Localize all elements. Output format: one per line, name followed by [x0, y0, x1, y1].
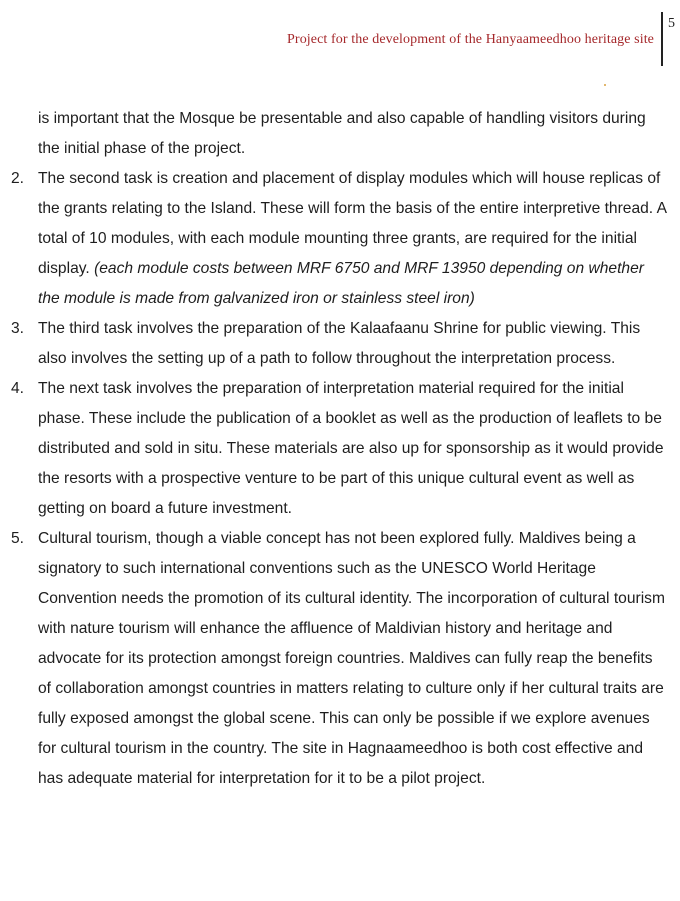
document-body [0, 104, 680, 794]
list-item [0, 164, 668, 314]
list-item-number: 5. [11, 530, 25, 547]
list-item [0, 314, 668, 374]
list-item [0, 524, 668, 794]
list-item-italic-note: (each module costs between MRF 6750 and MRF 13950 depending on whether the module is made from galvanized iron or stainless steel iron) [38, 260, 644, 307]
paragraph-continuation: is important that the Mosque be presentable and also capable of handling visitors during the initial phase of the project. [38, 110, 646, 157]
running-header-title: Project for the development of the Hanyaameedhoo heritage site [287, 32, 654, 47]
list-item-text: Cultural tourism, though a viable concept has not been explored fully. Maldives being a signatory to such international conventions such as the UNESCO World Heritage Convention needs the promotion of its cultural identity. The incorporation of cultural tourism with nature tourism will enhance the affluence of Maldivian history and heritage and advocate for its protection amongst foreign countries. Maldives can fully reap the benefits of collaboration amongst countries in matters relating to culture only if her cultural traits are fully exposed amongst the global scene. This can only be possible if we explore avenues for cultural tourism in the country. The site in Hagnaameedhoo is both cost effective and has adequate material for interpretation for it to be a pilot project. [38, 530, 665, 787]
scan-speck [604, 84, 606, 86]
list-item-number: 3. [11, 320, 25, 337]
list-item-text: The third task involves the preparation of the Kalaafaanu Shrine for public viewing. This also involves the setting up of a path to follow throughout the interpretation process. [38, 320, 641, 367]
list-item-text: The second task is creation and placement of display modules which will house replicas of the grants relating to the Island. These will form the basis of the entire interpretive thread. A total of 10 modules, with each module mounting three grants, are required for the initial display. [38, 170, 667, 277]
list-item [0, 374, 668, 524]
list-item-text: The next task involves the preparation of interpretation material required for the initial phase. These include the publication of a booklet as well as the production of leaflets to be distributed and sold in situ. These materials are also up for sponsorship as it would provide the resorts with a prospective venture to be part of this unique cultural event as well as getting on board a future investment. [38, 380, 664, 517]
list-item-number: 4. [11, 380, 25, 397]
list-item-number: 2. [11, 170, 25, 187]
page-number: 5 [668, 16, 675, 31]
header-divider [661, 12, 663, 66]
